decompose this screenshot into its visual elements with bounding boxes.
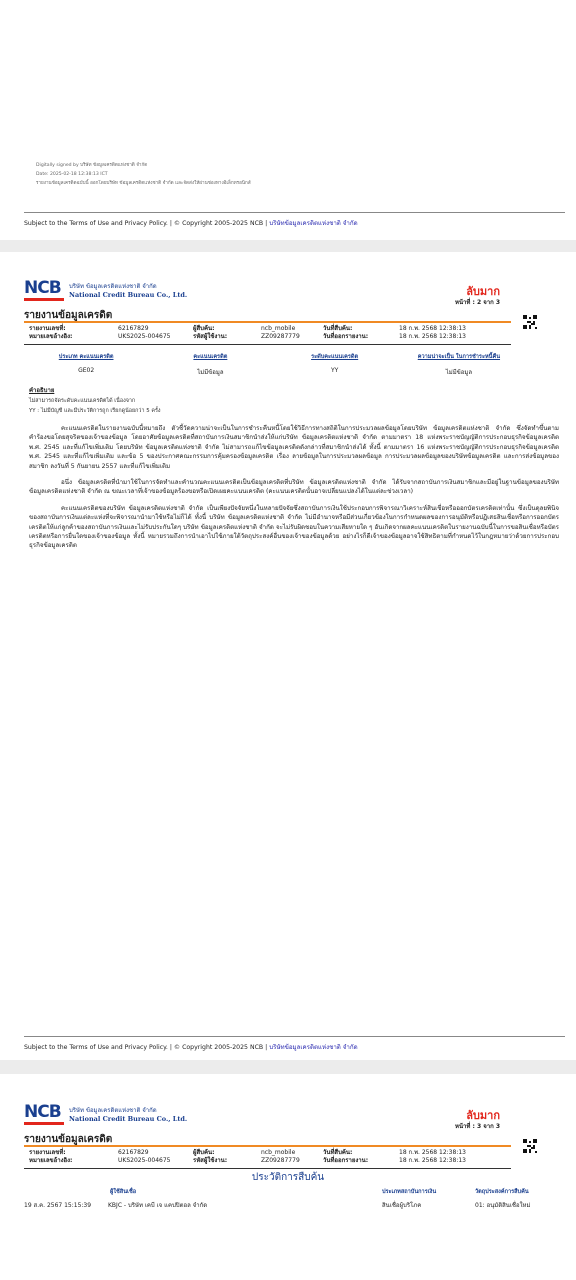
history-type: สินเชื่อผู้บริโภค bbox=[382, 1202, 422, 1209]
report-page-3 bbox=[0, 1074, 576, 1280]
signature-note: รายงานข้อมูลเครดิตฉบับนี้ ออกโดยบริษัท ข้อมูลเครดิตแห่งชาติ จำกัด และจัดส่งให้ผ่านช่องทางอิเล็กทรอนิกส์ bbox=[36, 181, 251, 186]
report-number: 62167829 bbox=[118, 325, 149, 332]
confidential-label: ลับมาก bbox=[466, 285, 500, 298]
score-level: YY bbox=[330, 367, 339, 374]
history-purpose: 01: อนุมัติสินเชื่อใหม่ bbox=[475, 1202, 531, 1209]
score-table-header: ประเภท คะแนนเครดิต คะแนนเครดิต ระดับคะแนนเครดิต ความน่าจะเป็น ในการชำระหนี้คืน bbox=[58, 354, 501, 360]
company-name-en: National Credit Bureau Co., Ltd. bbox=[69, 290, 188, 299]
header-divider bbox=[24, 1145, 511, 1147]
ncb-logo-icon: NCB bbox=[24, 1104, 64, 1125]
confidential-label: ลับมาก bbox=[466, 1109, 500, 1122]
header-divider bbox=[24, 321, 511, 323]
reference-number: UKS2025-004675 bbox=[118, 1157, 171, 1164]
info-divider bbox=[24, 1168, 511, 1169]
signature-line: Digitally signed by บริษัท ข้อมูลเครดิตแห่งชาติ จำกัด bbox=[36, 163, 148, 168]
info-divider bbox=[24, 344, 511, 345]
description-line: YY : ไม่มีบัญชี และมีประวัติการถูก เรียกดูน้อยกว่า 5 ครั้ง bbox=[29, 408, 161, 414]
report-title: รายงานข้อมูลเครดิต bbox=[24, 1134, 113, 1145]
inquiry-date: 18 ก.พ. 2568 12:38:13 bbox=[399, 325, 466, 332]
disclaimer-paragraph: คะแนนเครดิตของบริษัท ข้อมูลเครดิตแห่งชาติ จำกัด เป็นเพียงปัจจัยหนึ่งในหลายปัจจัยซึ่งสถาบันการเงินใช้ประกอบการพิจารณาวิเคราะห์สินเชื่อหรือออกบัตรเครดิตเท่านั้น ซึ่งเป็นดุลยพินิจของสถาบันการเงินแต่ละแห่งที่จะพิจารณานำมาใช้หรือไม่ก็ได้ ทั้งนี้ บริษัท ข้อมูลเครดิตแห่งชาติ จำกัด ไม่มีอำนาจหรือมีส่วนเกี่ยวข้องในการกำหนดผลของการอนุมัติหรือปฏิเสธสินเชื่อหรือการออกบัตรเครดิตให้แก่ลูกค้าของสถาบันการเงินและไม่รับประกันใดๆ บริษัท ข้อมูลเครดิตแห่งชาติ จำกัด จะไม่รับผิดชอบในความเสียหายใด ๆ อันเกิดจากผลคะแนนเครดิตในรายงานฉบับนี้ในการขอสินเชื่อหรือบัตรเครดิตหรือการยื่นใดของเจ้าของข้อมูล ทั้งนี้ หมายรวมถึงการนำเอาไปใช้ภายใต้วัตถุประสงค์อื่นของเจ้าของข้อมูลด้วย อย่างไรก็ดีเจ้าของข้อมูลอาจใช้สิทธิตามที่กำหนดไว้ในกฎหมายว่าด้วยการประกอบธุรกิจข้อมูลเครดิต bbox=[29, 504, 559, 550]
digital-signature bbox=[36, 161, 251, 188]
inquiry-history-title: ประวัติการสืบค้น bbox=[251, 1172, 325, 1183]
ncb-logo-icon: NCB bbox=[24, 280, 64, 301]
disclaimer-paragraph: คะแนนเครดิตในรายงานฉบับนี้หมายถึง ตัวชี้วัดความน่าจะเป็นในการชำระคืนหนี้โดยใช้วิธีการทางสถิติในการประมวลผลข้อมูลโดยบริษัท ข้อมูลเครดิตแห่งชาติ จำกัด ซึ่งจัดทำขึ้นตามคำร้องขอโดยสุจริตของเจ้าของข้อมูล โดยอาศัยข้อมูลเครดิตที่สถาบันการเงินสมาชิกนำส่งให้แก่บริษัท ข้อมูลเครดิตแห่งชาติ จำกัด ตามมาตรา 18 แห่งพระราชบัญญัติการประกอบธุรกิจข้อมูลเครดิต พ.ศ. 2545 และที่แก้ไขเพิ่มเติม โดยบริษัท ข้อมูลเครดิตแห่งชาติ จำกัด ไม่สามารถแก้ไขข้อมูลเครดิตดังกล่าวที่สมาชิกนำส่งได้ ทั้งนี้ ตามมาตรา 16 แห่งพระราชบัญญัติการประกอบธุรกิจข้อมูลเครดิต พ.ศ. 2545 และที่แก้ไขเพิ่มเติม และข้อ 5 ของประกาศคณะกรรมการคุ้มครองข้อมูลเครดิต เรื่อง ลายข้อมูลในการประมวลผลข้อมูล การประมวลผลข้อมูลของบริษัทข้อมูลเครดิต และการส่งข้อมูลของสมาชิก ลงวันที่ 5 กันยายน 2557 และที่แก้ไขเพิ่มเติม bbox=[29, 425, 559, 470]
footer-link[interactable]: บริษัทข้อมูลเครดิตแห่งชาติ จำกัด bbox=[269, 220, 358, 227]
inquiry-date: 18 ก.พ. 2568 12:38:13 bbox=[399, 1149, 466, 1156]
qr-code-icon bbox=[523, 315, 537, 329]
footer-text: Subject to the Terms of Use and Privacy Policy. | © Copyright 2005-2025 NCB | bbox=[24, 1044, 268, 1051]
signature-date: Date: 2025-02-18 12:38:13 ICT bbox=[36, 172, 108, 177]
history-header-purpose: วัตถุประสงค์การสืบค้น bbox=[475, 1189, 529, 1195]
qr-code-icon bbox=[523, 1139, 537, 1153]
description-line: ไม่สามารถจัดระดับคะแนนเครดิตได้ เนื่องจาก bbox=[29, 398, 136, 404]
page-number: หน้าที่ : 2 จาก 3 bbox=[454, 299, 500, 306]
reference-number: UKS2025-004675 bbox=[118, 333, 171, 340]
company-name-en: National Credit Bureau Co., Ltd. bbox=[69, 1114, 188, 1123]
ncb-logo bbox=[24, 1104, 187, 1125]
page-footer bbox=[24, 1042, 358, 1052]
page-number: หน้าที่ : 3 จาก 3 bbox=[454, 1123, 500, 1130]
history-header-member: ผู้ใช้สินเชื่อ bbox=[110, 1189, 137, 1195]
ncb-logo bbox=[24, 280, 187, 301]
inquirer: ncb_mobile bbox=[261, 325, 296, 332]
footer-divider bbox=[24, 212, 565, 213]
user-id: ZZ09287779 bbox=[261, 1157, 300, 1164]
report-number: 62167829 bbox=[118, 1149, 149, 1156]
report-page-1 bbox=[0, 0, 576, 240]
user-id: ZZ09287779 bbox=[261, 333, 300, 340]
report-info: รายงานเลขที่: 62167829 ผู้สืบค้น: ncb_mobile วันที่สืบค้น: 18 ก.พ. 2568 12:38:13 หมายเลขอ้างอิง: UKS2025-004675 รหัสผู้ใช้งาน: ZZ09287779 วันที่ออกรายงาน: 18 ก.พ. 2568 12:38:13 bbox=[29, 1149, 479, 1165]
description-title: คำอธิบาย bbox=[29, 387, 55, 394]
score-table-row bbox=[24, 367, 521, 377]
company-name-th: บริษัท ข้อมูลเครดิตแห่งชาติ จำกัด bbox=[69, 1106, 157, 1114]
disclaimer-paragraph: อนึ่ง ข้อมูลเครดิตที่นำมาใช้ในการจัดทำและคำนวณคะแนนเครดิตเป็นข้อมูลเครดิตที่บริษัท ข้อมูลเครดิตแห่งชาติ จำกัด ได้รับจากสถาบันการเงินสมาชิกและมีอยู่ในฐานข้อมูลของบริษัท ข้อมูลเครดิตแห่งชาติ จำกัด ณ ขณะเวลาที่เจ้าของข้อมูลร้องขอหรือเปิดเผยคะแนนเครดิต (คะแนนเครดิตนั้นอาจเปลี่ยนแปลงได้ในแต่ละช่วงเวลา) bbox=[29, 479, 559, 496]
score-type: GE02 bbox=[78, 367, 95, 374]
history-date: 19 ส.ค. 2567 15:15:39 bbox=[24, 1202, 92, 1209]
score-probability: ไม่มีข้อมูล bbox=[445, 369, 472, 376]
footer-link[interactable]: บริษัทข้อมูลเครดิตแห่งชาติ จำกัด bbox=[269, 1044, 358, 1051]
issue-date: 18 ก.พ. 2568 12:38:13 bbox=[399, 333, 466, 340]
footer-text: Subject to the Terms of Use and Privacy Policy. | © Copyright 2005-2025 NCB | bbox=[24, 220, 268, 227]
inquirer: ncb_mobile bbox=[261, 1149, 296, 1156]
report-info: รายงานเลขที่: 62167829 ผู้สืบค้น: ncb_mobile วันที่สืบค้น: 18 ก.พ. 2568 12:38:13 หมายเลขอ้างอิง: UKS2025-004675 รหัสผู้ใช้งาน: ZZ09287779 วันที่ออกรายงาน: 18 ก.พ. 2568 12:38:13 bbox=[29, 325, 479, 341]
history-member: KBJC - บริษัท เคบี เจ แคปปิตอล จำกัด bbox=[108, 1202, 208, 1209]
page-footer bbox=[24, 218, 358, 228]
report-page-2 bbox=[0, 252, 576, 1060]
disclaimer-text bbox=[29, 424, 559, 558]
score-value: ไม่มีข้อมูล bbox=[197, 369, 224, 376]
company-name-th: บริษัท ข้อมูลเครดิตแห่งชาติ จำกัด bbox=[69, 282, 157, 290]
footer-divider bbox=[24, 1036, 565, 1037]
report-title: รายงานข้อมูลเครดิต bbox=[24, 310, 113, 321]
issue-date: 18 ก.พ. 2568 12:38:13 bbox=[399, 1157, 466, 1164]
history-header-type: ประเภทสถาบันการเงิน bbox=[382, 1189, 437, 1195]
